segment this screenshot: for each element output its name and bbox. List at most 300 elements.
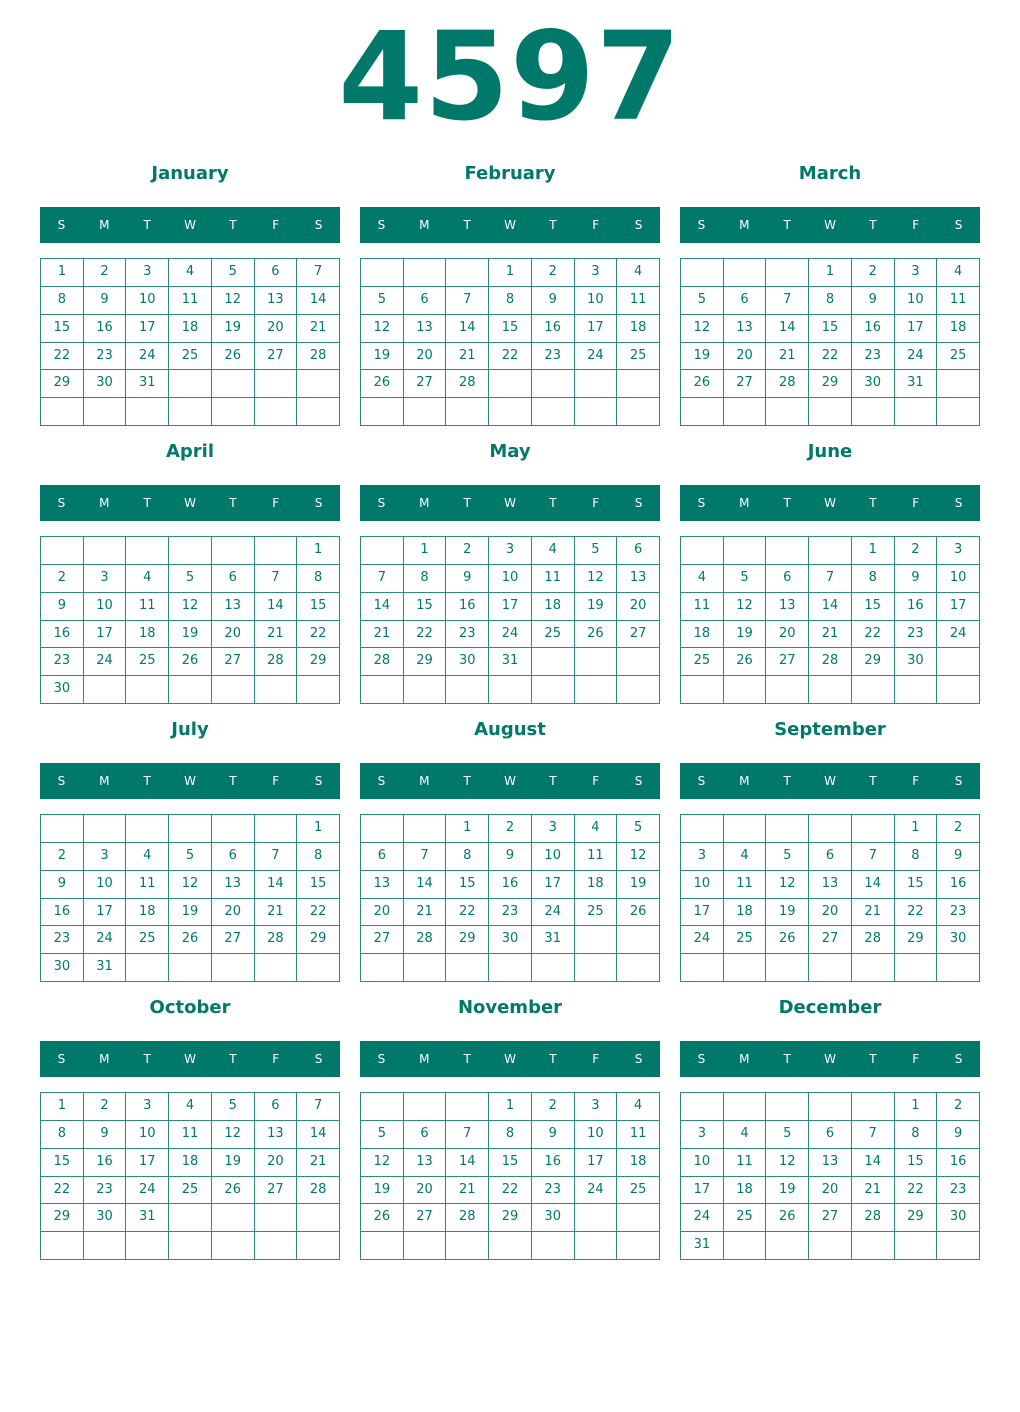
empty-day-cell: [852, 954, 895, 982]
empty-day-cell: [575, 954, 618, 982]
day-cell: 22: [297, 899, 340, 927]
empty-day-cell: [532, 954, 575, 982]
day-cell: 6: [255, 1093, 298, 1121]
day-cell: 4: [681, 565, 724, 593]
day-cell: 26: [361, 1204, 404, 1232]
day-cell: 9: [84, 1121, 127, 1149]
day-cell: 16: [489, 871, 532, 899]
day-cell: 5: [724, 565, 767, 593]
day-cell: 22: [895, 1177, 938, 1205]
weekday-label: M: [419, 1052, 430, 1066]
day-cell: 27: [617, 621, 660, 649]
day-cell: 3: [681, 1121, 724, 1149]
day-cell: 16: [937, 871, 980, 899]
day-cell: 24: [937, 621, 980, 649]
day-cell: 28: [361, 648, 404, 676]
day-cell: 4: [937, 259, 980, 287]
day-cell: 15: [41, 1149, 84, 1177]
empty-day-cell: [361, 398, 404, 426]
empty-day-cell: [724, 398, 767, 426]
empty-day-cell: [937, 1232, 980, 1260]
day-cell: 6: [361, 843, 404, 871]
empty-day-cell: [404, 954, 447, 982]
day-cell: 23: [937, 899, 980, 927]
empty-day-cell: [169, 537, 212, 565]
day-cell: 30: [852, 370, 895, 398]
empty-day-cell: [404, 259, 447, 287]
day-cell: 25: [169, 1177, 212, 1205]
day-cell: 5: [766, 843, 809, 871]
day-cell: 27: [404, 370, 447, 398]
day-cell: 25: [681, 648, 724, 676]
day-cell: 18: [126, 899, 169, 927]
day-cell: 20: [212, 621, 255, 649]
day-cell: 23: [41, 926, 84, 954]
day-cell: 7: [255, 565, 298, 593]
day-cell: 31: [126, 370, 169, 398]
weekday-header: [360, 763, 660, 799]
weekday-label: S: [697, 496, 706, 510]
weekday-label: S: [314, 1052, 323, 1066]
empty-day-cell: [617, 1204, 660, 1232]
weekday-label: S: [697, 774, 706, 788]
day-cell: 21: [852, 899, 895, 927]
empty-day-cell: [617, 398, 660, 426]
weekday-label: M: [739, 218, 750, 232]
day-cell: 6: [766, 565, 809, 593]
day-cell: 26: [212, 343, 255, 371]
day-cell: 3: [575, 1093, 618, 1121]
day-cell: 9: [41, 871, 84, 899]
day-cell: 18: [169, 1149, 212, 1177]
empty-day-cell: [361, 676, 404, 704]
day-cell: 1: [41, 259, 84, 287]
day-cell: 1: [809, 259, 852, 287]
day-cell: 28: [255, 926, 298, 954]
day-cell: 17: [532, 871, 575, 899]
weekday-label: T: [869, 496, 877, 510]
day-cell: 2: [41, 843, 84, 871]
day-cell: 3: [126, 1093, 169, 1121]
day-cell: 7: [852, 1121, 895, 1149]
weekday-header: [360, 207, 660, 243]
month-title: June: [807, 441, 853, 462]
empty-day-cell: [212, 398, 255, 426]
day-cell: 22: [297, 621, 340, 649]
month-title: December: [778, 997, 882, 1018]
weekday-label: M: [99, 218, 110, 232]
day-cell: 30: [446, 648, 489, 676]
empty-day-cell: [809, 1093, 852, 1121]
empty-day-cell: [41, 1232, 84, 1260]
day-cell: 16: [852, 315, 895, 343]
empty-day-cell: [766, 259, 809, 287]
weekday-header: [680, 763, 980, 799]
empty-day-cell: [212, 676, 255, 704]
empty-day-cell: [297, 1204, 340, 1232]
month-title: March: [798, 163, 862, 184]
day-cell: 13: [212, 593, 255, 621]
day-cell: 8: [489, 1121, 532, 1149]
day-cell: 13: [404, 1149, 447, 1177]
day-cell: 20: [809, 1177, 852, 1205]
weekday-label: W: [184, 496, 196, 510]
day-cell: 18: [575, 871, 618, 899]
day-cell: 24: [681, 926, 724, 954]
day-cell: 15: [852, 593, 895, 621]
empty-day-cell: [361, 259, 404, 287]
weekday-label: S: [954, 218, 963, 232]
day-cell: 21: [255, 899, 298, 927]
day-cell: 31: [126, 1204, 169, 1232]
weekday-label: T: [549, 1052, 557, 1066]
empty-day-cell: [937, 648, 980, 676]
weekday-label: T: [869, 1052, 877, 1066]
day-cell: 17: [937, 593, 980, 621]
empty-day-cell: [575, 676, 618, 704]
empty-day-cell: [681, 537, 724, 565]
day-cell: 26: [169, 648, 212, 676]
empty-day-cell: [212, 537, 255, 565]
day-cell: 11: [617, 1121, 660, 1149]
day-cell: 16: [41, 621, 84, 649]
month-title: November: [457, 997, 563, 1018]
day-cell: 17: [681, 899, 724, 927]
empty-day-cell: [724, 1093, 767, 1121]
empty-day-cell: [852, 676, 895, 704]
day-grid: [360, 1092, 660, 1260]
day-cell: 24: [84, 926, 127, 954]
weekday-label: S: [57, 496, 66, 510]
empty-day-cell: [681, 259, 724, 287]
day-cell: 23: [532, 343, 575, 371]
empty-day-cell: [404, 815, 447, 843]
day-cell: 4: [575, 815, 618, 843]
day-cell: 1: [404, 537, 447, 565]
empty-day-cell: [126, 398, 169, 426]
day-cell: 25: [126, 926, 169, 954]
day-cell: 25: [126, 648, 169, 676]
day-cell: 12: [212, 287, 255, 315]
day-cell: 16: [937, 1149, 980, 1177]
day-cell: 11: [575, 843, 618, 871]
day-cell: 26: [617, 899, 660, 927]
day-cell: 19: [617, 871, 660, 899]
day-grid: [680, 814, 980, 982]
day-cell: 4: [617, 259, 660, 287]
day-cell: 7: [297, 1093, 340, 1121]
day-cell: 20: [255, 315, 298, 343]
month-title: January: [151, 163, 229, 184]
day-cell: 29: [895, 1204, 938, 1232]
day-cell: 2: [895, 537, 938, 565]
day-cell: 13: [404, 315, 447, 343]
year-title: 4597: [338, 6, 682, 148]
day-cell: 3: [84, 565, 127, 593]
day-cell: 2: [937, 815, 980, 843]
day-grid: [360, 814, 660, 982]
day-cell: 14: [404, 871, 447, 899]
day-cell: 7: [404, 843, 447, 871]
empty-day-cell: [297, 370, 340, 398]
day-cell: 29: [41, 1204, 84, 1232]
day-cell: 9: [937, 843, 980, 871]
day-cell: 25: [937, 343, 980, 371]
day-cell: 10: [489, 565, 532, 593]
day-cell: 8: [404, 565, 447, 593]
day-cell: 3: [895, 259, 938, 287]
empty-day-cell: [724, 676, 767, 704]
day-cell: 11: [724, 871, 767, 899]
day-cell: 27: [212, 648, 255, 676]
day-cell: 30: [84, 370, 127, 398]
day-cell: 23: [532, 1177, 575, 1205]
day-cell: 29: [446, 926, 489, 954]
day-cell: 20: [212, 899, 255, 927]
empty-day-cell: [937, 398, 980, 426]
day-cell: 2: [84, 259, 127, 287]
day-cell: 22: [404, 621, 447, 649]
empty-day-cell: [724, 259, 767, 287]
day-cell: 24: [489, 621, 532, 649]
day-cell: 5: [361, 287, 404, 315]
day-cell: 19: [169, 621, 212, 649]
empty-day-cell: [575, 370, 618, 398]
day-cell: 19: [575, 593, 618, 621]
day-cell: 21: [297, 1149, 340, 1177]
empty-day-cell: [809, 398, 852, 426]
day-cell: 6: [404, 287, 447, 315]
day-cell: 15: [895, 871, 938, 899]
empty-day-cell: [404, 1232, 447, 1260]
day-cell: 8: [297, 843, 340, 871]
empty-day-cell: [766, 1093, 809, 1121]
day-cell: 8: [41, 287, 84, 315]
empty-day-cell: [255, 370, 298, 398]
weekday-label: M: [419, 218, 430, 232]
day-cell: 11: [126, 871, 169, 899]
day-cell: 13: [255, 287, 298, 315]
day-cell: 16: [446, 593, 489, 621]
day-cell: 31: [489, 648, 532, 676]
weekday-label: T: [463, 1052, 471, 1066]
empty-day-cell: [617, 954, 660, 982]
day-cell: 2: [937, 1093, 980, 1121]
day-cell: 24: [575, 343, 618, 371]
weekday-label: S: [954, 1052, 963, 1066]
day-cell: 9: [532, 287, 575, 315]
empty-day-cell: [766, 398, 809, 426]
day-cell: 17: [84, 899, 127, 927]
weekday-label: M: [739, 774, 750, 788]
day-cell: 7: [852, 843, 895, 871]
empty-day-cell: [84, 815, 127, 843]
weekday-label: T: [229, 218, 237, 232]
weekday-label: W: [184, 218, 196, 232]
day-cell: 28: [809, 648, 852, 676]
empty-day-cell: [169, 815, 212, 843]
day-cell: 12: [361, 315, 404, 343]
day-cell: 22: [489, 1177, 532, 1205]
day-cell: 1: [895, 815, 938, 843]
day-cell: 1: [489, 1093, 532, 1121]
day-cell: 14: [852, 1149, 895, 1177]
day-cell: 27: [404, 1204, 447, 1232]
empty-day-cell: [809, 676, 852, 704]
empty-day-cell: [617, 926, 660, 954]
empty-day-cell: [937, 954, 980, 982]
month-title: October: [149, 997, 231, 1018]
weekday-label: F: [272, 218, 280, 232]
day-cell: 9: [84, 287, 127, 315]
day-cell: 24: [532, 899, 575, 927]
day-cell: 19: [766, 899, 809, 927]
day-cell: 3: [84, 843, 127, 871]
day-cell: 10: [532, 843, 575, 871]
weekday-label: S: [314, 218, 323, 232]
day-cell: 9: [852, 287, 895, 315]
weekday-header: [360, 1041, 660, 1077]
day-cell: 18: [617, 315, 660, 343]
empty-day-cell: [212, 954, 255, 982]
day-cell: 5: [212, 259, 255, 287]
day-cell: 3: [532, 815, 575, 843]
weekday-label: S: [634, 1052, 643, 1066]
empty-day-cell: [809, 537, 852, 565]
day-grid: [360, 536, 660, 704]
weekday-label: M: [99, 496, 110, 510]
weekday-label: T: [143, 1052, 151, 1066]
weekday-header: [40, 763, 340, 799]
day-cell: 23: [937, 1177, 980, 1205]
empty-day-cell: [84, 1232, 127, 1260]
empty-day-cell: [169, 1232, 212, 1260]
day-cell: 18: [169, 315, 212, 343]
day-cell: 9: [895, 565, 938, 593]
day-cell: 15: [41, 315, 84, 343]
day-cell: 24: [126, 1177, 169, 1205]
day-cell: 15: [489, 315, 532, 343]
empty-day-cell: [84, 676, 127, 704]
day-cell: 22: [446, 899, 489, 927]
weekday-label: T: [869, 774, 877, 788]
day-cell: 6: [212, 843, 255, 871]
empty-day-cell: [809, 815, 852, 843]
empty-day-cell: [489, 954, 532, 982]
day-cell: 13: [809, 1149, 852, 1177]
empty-day-cell: [681, 676, 724, 704]
day-cell: 4: [126, 843, 169, 871]
day-cell: 10: [681, 1149, 724, 1177]
empty-day-cell: [297, 398, 340, 426]
day-cell: 27: [809, 1204, 852, 1232]
month-title: February: [464, 163, 556, 184]
day-cell: 5: [681, 287, 724, 315]
day-cell: 20: [404, 1177, 447, 1205]
weekday-label: W: [504, 774, 516, 788]
day-cell: 13: [212, 871, 255, 899]
weekday-header: [680, 1041, 980, 1077]
day-cell: 16: [84, 315, 127, 343]
day-cell: 8: [446, 843, 489, 871]
weekday-label: F: [592, 774, 600, 788]
empty-day-cell: [84, 537, 127, 565]
day-cell: 21: [255, 621, 298, 649]
day-cell: 1: [297, 537, 340, 565]
day-cell: 16: [895, 593, 938, 621]
day-cell: 23: [84, 343, 127, 371]
day-cell: 31: [532, 926, 575, 954]
day-cell: 12: [617, 843, 660, 871]
day-cell: 27: [255, 1177, 298, 1205]
day-cell: 28: [446, 370, 489, 398]
weekday-label: T: [229, 774, 237, 788]
empty-day-cell: [489, 370, 532, 398]
day-cell: 9: [489, 843, 532, 871]
day-cell: 20: [255, 1149, 298, 1177]
weekday-label: F: [912, 496, 920, 510]
day-cell: 5: [617, 815, 660, 843]
day-cell: 7: [809, 565, 852, 593]
weekday-label: T: [229, 496, 237, 510]
day-cell: 16: [41, 899, 84, 927]
empty-day-cell: [575, 926, 618, 954]
empty-day-cell: [724, 1232, 767, 1260]
day-cell: 10: [575, 1121, 618, 1149]
empty-day-cell: [255, 1232, 298, 1260]
day-cell: 18: [126, 621, 169, 649]
empty-day-cell: [255, 537, 298, 565]
weekday-label: F: [912, 1052, 920, 1066]
weekday-label: S: [634, 496, 643, 510]
day-cell: 26: [724, 648, 767, 676]
empty-day-cell: [937, 676, 980, 704]
empty-day-cell: [724, 537, 767, 565]
day-cell: 2: [532, 259, 575, 287]
day-cell: 18: [724, 1177, 767, 1205]
empty-day-cell: [575, 398, 618, 426]
day-cell: 21: [446, 1177, 489, 1205]
day-cell: 24: [681, 1204, 724, 1232]
day-cell: 7: [297, 259, 340, 287]
weekday-label: S: [697, 218, 706, 232]
empty-day-cell: [169, 370, 212, 398]
weekday-header: [680, 207, 980, 243]
day-cell: 13: [724, 315, 767, 343]
empty-day-cell: [766, 954, 809, 982]
day-cell: 14: [852, 871, 895, 899]
day-cell: 9: [937, 1121, 980, 1149]
day-cell: 29: [297, 648, 340, 676]
weekday-label: W: [184, 774, 196, 788]
weekday-label: W: [824, 496, 836, 510]
day-cell: 14: [361, 593, 404, 621]
day-cell: 3: [575, 259, 618, 287]
day-cell: 1: [297, 815, 340, 843]
empty-day-cell: [126, 1232, 169, 1260]
day-cell: 1: [852, 537, 895, 565]
empty-day-cell: [361, 954, 404, 982]
empty-day-cell: [212, 1204, 255, 1232]
day-cell: 26: [169, 926, 212, 954]
day-cell: 25: [617, 343, 660, 371]
empty-day-cell: [575, 1204, 618, 1232]
day-cell: 23: [852, 343, 895, 371]
day-cell: 30: [937, 1204, 980, 1232]
weekday-label: M: [99, 1052, 110, 1066]
day-cell: 21: [404, 899, 447, 927]
empty-day-cell: [255, 398, 298, 426]
